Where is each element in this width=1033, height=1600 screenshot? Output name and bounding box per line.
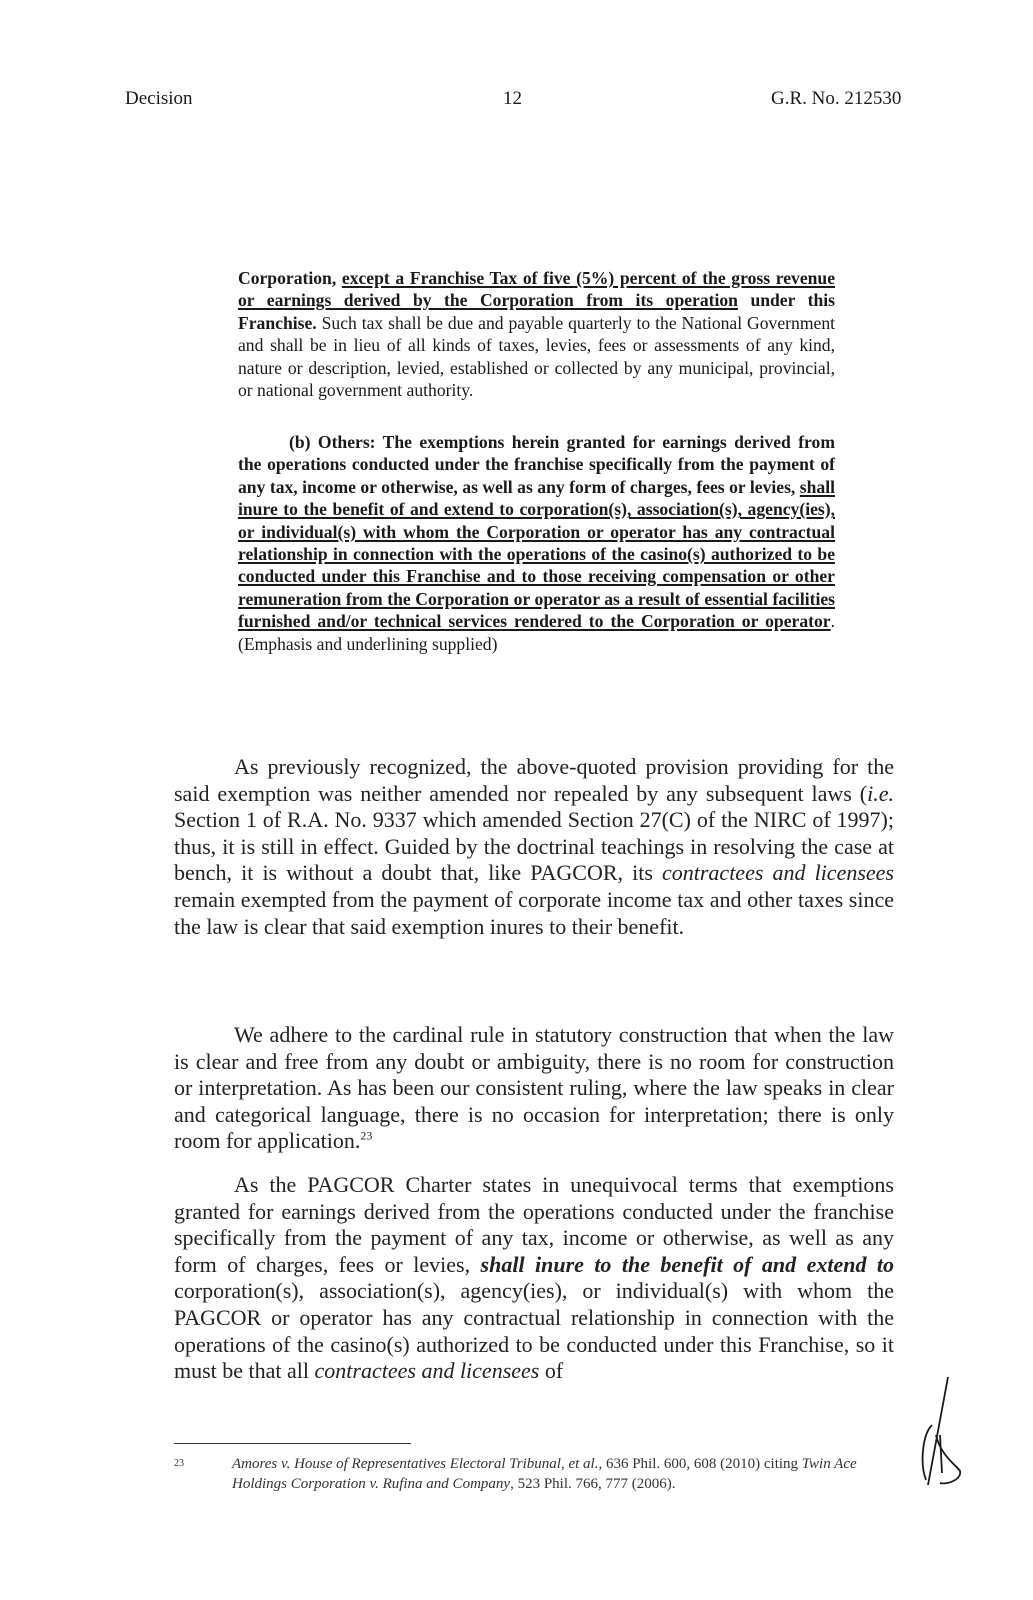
page-number: 12 [503,88,522,109]
text: Section 1 of R.A. No. 9337 which amended Section 27(C) of the NIRC of 1997); thus, it is still in effect. Guided by the doctrinal teachings in resolving the case at bench, it is without a doubt that, like PAGCOR, its [174,807,894,886]
italic-text: Amores v. House of Representatives Electoral Tribunal, et al. [232,1456,599,1472]
text: As the PAGCOR Charter states in unequivocal terms that exemptions granted for earnings derived from the operations conducted under the franchise specifically from the payment of any tax, income or otherwise, as well as any form of charges, fees or levies, [174,1172,894,1277]
bold-italic-text: shall inure to the benefit of and extend to [480,1251,894,1277]
footnote-reference[interactable]: 23 [360,1129,373,1144]
footnote-number: 23 [174,1458,184,1469]
text: , 523 Phil. 766, 777 (2006). [510,1475,676,1492]
italic-text: contractees and licensees [661,860,894,886]
page-header [0,88,1033,118]
text: of [539,1358,564,1384]
text: We adhere to the cardinal rule in statutory construction that when the law is clear and free from any doubt or ambiguity, there is no room for construction or interpretation. As has been our consistent ruling, where the law speaks in clear and categorical language, there is no occasion for interpretation; there is only room for application. [174,1022,894,1154]
handwritten-initials-icon [918,1375,968,1495]
footnote-divider [174,1443,411,1444]
quote-lead: (b) Others: The exemptions herein granted for earnings derived from the operations conducted under the franchise specifically from the payment of any tax, income or otherwise, as well as any form of charges, fees or levies, [238,432,835,497]
text: remain exempted from the payment of corporate income tax and other taxes since the law is clear that said exemption inures to their benefit. [174,886,894,939]
italic-text: Twin Ace Holdings Corporation v. Rufina and Company [232,1456,857,1492]
quote-bold-tail: under this Franchise. [238,290,835,333]
document-type-label: Decision [125,88,193,109]
paragraph-cardinal-rule [174,1022,894,1155]
quote-body: . (Emphasis and underlining supplied) [238,611,835,654]
text: , 636 Phil. 600, 608 (2010) citing [598,1456,802,1472]
text: As previously recognized, the above-quoted provision providing for the said exemption was neither amended nor repealed by any subsequent laws ( [174,754,894,806]
paragraph-pagcor-charter [174,1172,894,1385]
quote-lead: Corporation, [238,268,342,288]
italic-text: contractees and licensees [314,1358,540,1384]
text: corporation(s), association(s), agency(ies), or individual(s) with whom the PAGCOR or operator has any contractual relationship in connection with the operations of the casino(s) authorized to be conducted under this Franchise, so it must be that all [174,1278,894,1384]
block-quote-others [238,431,835,655]
quote-body: Such tax shall be due and payable quarterly to the National Government and shall be in lieu of all kinds of taxes, levies, fees or assessments of any kind, nature or description, levied, established or collected by any municipal, provincial, or national government authority. [238,312,835,401]
italic-text: i.e. [867,780,894,806]
footnote-23 [232,1455,892,1494]
case-number: G.R. No. 212530 [771,88,902,109]
quote-underlined-text: shall inure to the benefit of and extend to corporation(s), association(s), agency(ies), or individual(s) with whom the Corporation or operator has any contractual relationship in connection with the operations of the casino(s) authorized to be conducted under this Franchise and to those receiving compensation or other remuneration from the Corporation or operator as a result of essential facilities furnished and/or technical services rendered to the Corporation or operator [238,476,835,632]
block-quote-franchise-tax [238,267,835,401]
paragraph-previously-recognized [174,754,894,940]
quote-underlined-text: except a Franchise Tax of five (5%) percent of the gross revenue or earnings derived by the Corporation from its operation [238,268,836,311]
